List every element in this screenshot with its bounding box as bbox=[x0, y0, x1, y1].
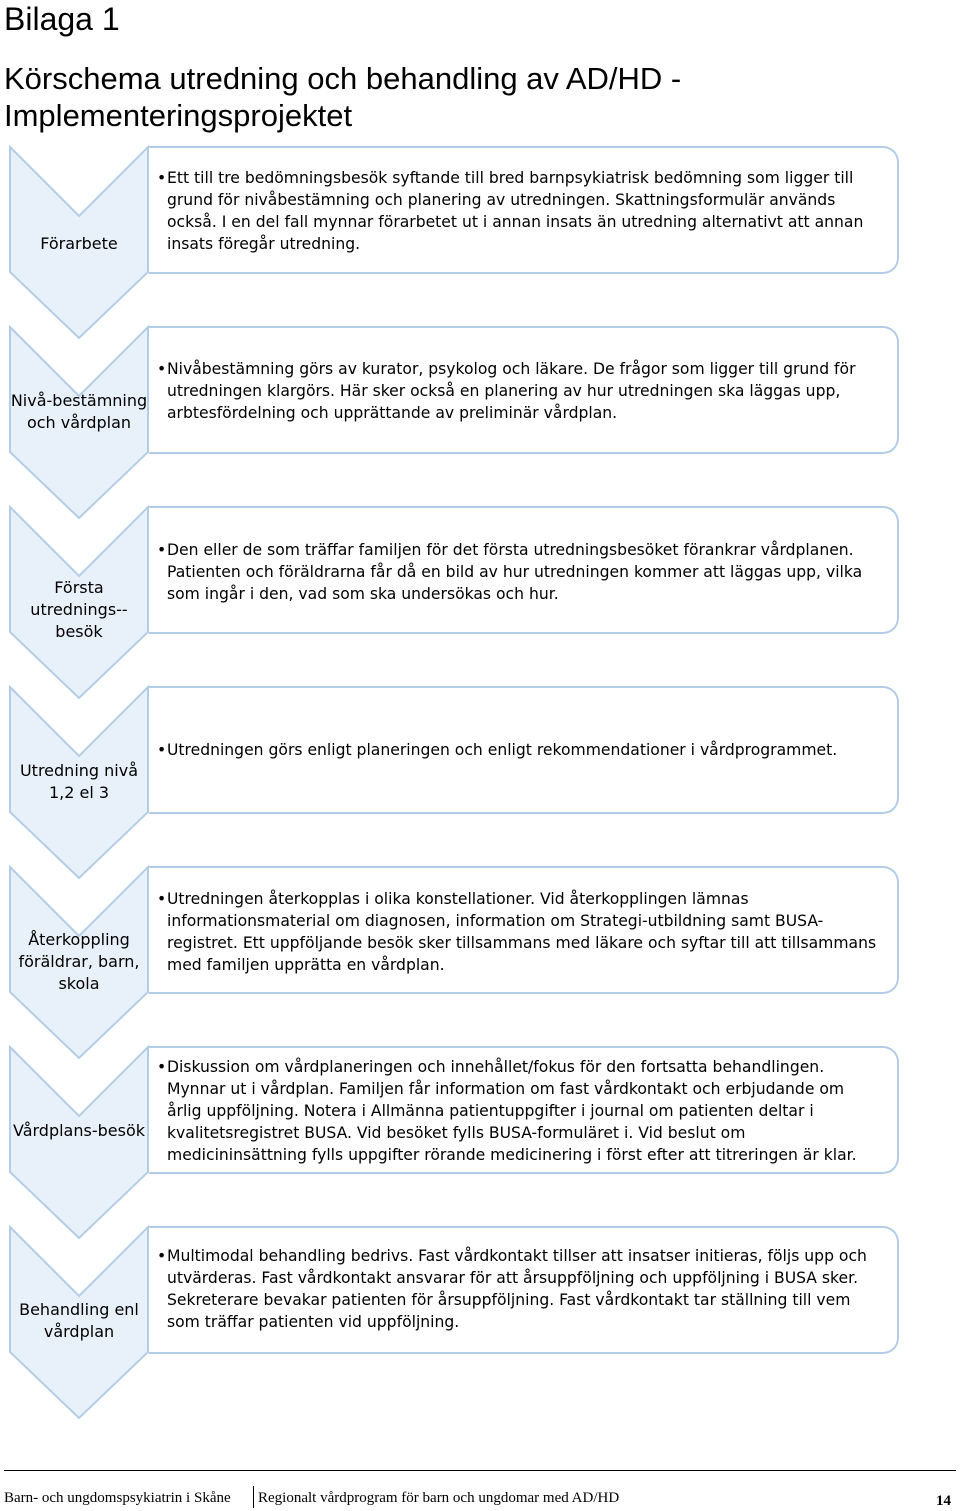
footer-document-title: Regionalt vårdprogram för barn och ungdomar med AD/HD bbox=[258, 1490, 620, 1506]
step-description: • Utredningen återkopplas i olika konstellationer. Vid återkopplingen lämnas informationsmaterial om diagnosen, information om Strategi-utbildning samt BUSA-registret. Ett uppföljande besök sker tillsammans med läkare och syftar till att tillsammans med familjen upprätta en vårdplan. bbox=[157, 890, 877, 974]
bullet-icon: • bbox=[157, 169, 167, 187]
flow-step-forarbete bbox=[0, 146, 960, 346]
step-label: Återkoppling föräldrar, barn, skola bbox=[18, 930, 140, 993]
footer-separator bbox=[253, 1486, 254, 1508]
step-description-card bbox=[149, 326, 899, 454]
step-description: • Diskussion om vårdplaneringen och innehållet/fokus för den fortsatta behandlingen. Mynnar ut i vårdplan. Familjen får information om fast vårdkontakt och erbjudande om årlig uppföljning. Notera i Allmänna patientuppgifter i journal om patienten deltar i kvalitetsregistret BUSA. Vid besöket fylls BUSA-formuläret i. Vid beslut om medicininsättning fylls uppgifter rörande medicinering i först efter att titreringen är klar. bbox=[157, 1058, 857, 1164]
step-label: Första utrednings--besök bbox=[30, 578, 128, 641]
bullet-icon: • bbox=[157, 741, 167, 759]
flow-step-aterkoppling bbox=[0, 866, 960, 1066]
step-description-card bbox=[149, 506, 899, 634]
step-label: Utredning nivå 1,2 el 3 bbox=[19, 761, 139, 802]
step-label: Nivå-bestämning och vårdplan bbox=[10, 391, 148, 432]
step-description-card bbox=[149, 686, 899, 814]
bullet-icon: • bbox=[157, 541, 167, 559]
bullet-icon: • bbox=[157, 1247, 167, 1265]
chevron-shape bbox=[9, 1046, 149, 1239]
flow-step-vardplansbesok bbox=[0, 1046, 960, 1246]
step-description: • Nivåbestämning görs av kurator, psykolog och läkare. De frågor som ligger till grund för utredningen klargörs. Här sker också en planering av hur utredningen ska läggas upp, arbtesfördelning och upprättande av preliminär vårdplan. bbox=[157, 360, 856, 422]
page-number: 14 bbox=[936, 1493, 951, 1509]
step-description-card bbox=[149, 1046, 899, 1174]
step-description-card bbox=[149, 866, 899, 994]
flow-step-forsta-utredningsbesok bbox=[0, 506, 960, 706]
step-description: • Den eller de som träffar familjen för det första utredningsbesöket förankrar vårdplanen. Patienten och föräldrarna får då en bild av hur utredningen kommer att läggas upp, vilka som ingår i den, vad som ska undersökas och hur. bbox=[157, 541, 863, 603]
flow-step-behandling bbox=[0, 1226, 960, 1426]
footer-divider bbox=[4, 1470, 956, 1471]
bullet-icon: • bbox=[157, 1058, 167, 1076]
step-description: • Multimodal behandling bedrivs. Fast vårdkontakt tillser att insatser initieras, följs upp och utvärderas. Fast vårdkontakt ansvarar för att årsuppföljning och uppföljning i BUSA sker. Sekreterare bevakar patienten för årsuppföljning. Fast vårdkontakt tar ställning till vem som träffar patienten vid uppföljning. bbox=[157, 1247, 867, 1331]
flow-step-utredning bbox=[0, 686, 960, 886]
step-description: • Ett till tre bedömningsbesök syftande till bred barnpsykiatrisk bedömning som ligger till grund för nivåbestämning och planering av utredningen. Skattningsformulär används också. I en del fall mynnar förarbetet ut i annan insats än utredning alternativt att annan insats föregår utredning. bbox=[157, 169, 864, 253]
footer-organization: Barn- och ungdomspsykiatrin i Skåne bbox=[4, 1490, 231, 1506]
step-label: Behandling enl vårdplan bbox=[19, 1300, 139, 1341]
step-description-card bbox=[149, 146, 899, 274]
bullet-icon: • bbox=[157, 360, 167, 378]
page-title: Körschema utredning och behandling av AD/HD - Implementeringsprojektet bbox=[4, 61, 682, 133]
step-description: • Utredningen görs enligt planeringen och enligt rekommendationer i vårdprogrammet. bbox=[157, 741, 838, 759]
bullet-icon: • bbox=[157, 890, 167, 908]
appendix-label: Bilaga 1 bbox=[4, 1, 120, 37]
step-label: Förarbete bbox=[40, 234, 118, 253]
step-label: Vårdplans-besök bbox=[12, 1121, 145, 1140]
flow-step-nivabestamning bbox=[0, 326, 960, 526]
step-description-card bbox=[149, 1226, 899, 1354]
